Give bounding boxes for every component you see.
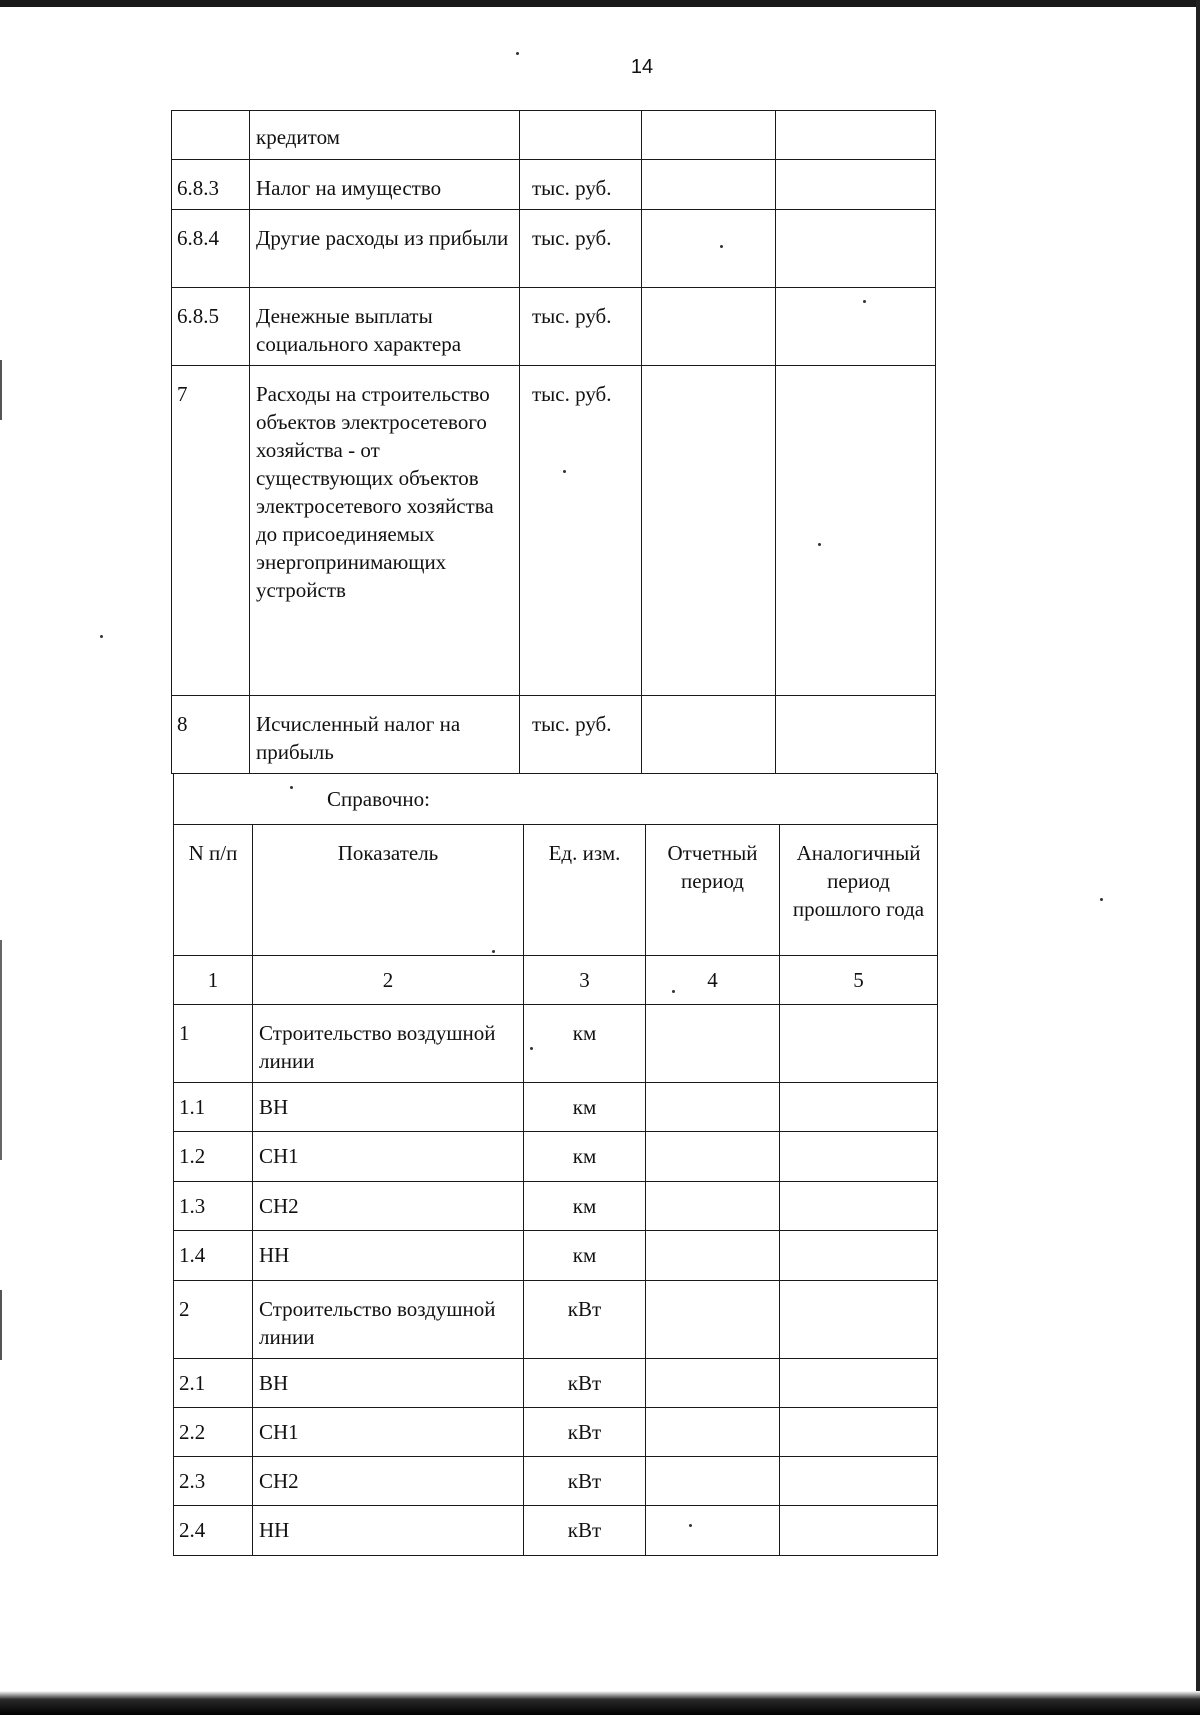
row-number: 1.2	[174, 1132, 253, 1182]
scan-speck	[689, 1524, 692, 1527]
column-number: 2	[253, 956, 524, 1005]
table-row	[172, 160, 936, 210]
table-row	[174, 1132, 938, 1182]
row-unit: км	[524, 1005, 646, 1083]
table-row	[174, 1506, 938, 1556]
row-unit: кВт	[524, 1457, 646, 1506]
scan-edge-left	[0, 360, 2, 420]
row-previous-value	[780, 1182, 938, 1231]
scan-speck	[100, 635, 103, 638]
row-unit: км	[524, 1083, 646, 1132]
table-row	[172, 111, 936, 160]
row-current-value	[642, 366, 776, 696]
row-indicator: НН	[253, 1506, 524, 1556]
table-row	[174, 1005, 938, 1083]
row-unit	[520, 111, 642, 160]
header-num: N п/п	[174, 825, 253, 956]
page-number-text: 14	[630, 56, 654, 78]
row-number: 2.1	[174, 1359, 253, 1408]
header-previous-period: Аналогичный период прошлого года	[780, 825, 938, 956]
row-indicator: Исчисленный налог на прибыль	[250, 696, 520, 774]
row-number	[172, 111, 250, 160]
row-current-value	[646, 1231, 780, 1281]
row-unit: тыс. руб.	[520, 366, 642, 696]
row-previous-value	[780, 1359, 938, 1408]
row-number: 1	[174, 1005, 253, 1083]
row-indicator: Расходы на строительство объектов электросетевого хозяйства - от существующих объектов электросетевого хозяйства до присоединяемых энергопринимающих устройств	[250, 366, 520, 696]
row-current-value	[642, 160, 776, 210]
row-number: 8	[172, 696, 250, 774]
row-current-value	[642, 288, 776, 366]
row-indicator: СН1	[253, 1408, 524, 1457]
row-current-value	[646, 1506, 780, 1556]
row-number: 2.3	[174, 1457, 253, 1506]
column-number-row	[174, 956, 938, 1005]
table-row	[172, 696, 936, 774]
row-unit: тыс. руб.	[520, 160, 642, 210]
column-number: 4	[646, 956, 780, 1005]
scan-speck	[290, 786, 293, 789]
row-current-value	[646, 1408, 780, 1457]
column-number: 1	[174, 956, 253, 1005]
scan-speck	[863, 300, 866, 303]
row-previous-value	[776, 288, 936, 366]
table-row	[174, 1408, 938, 1457]
row-previous-value	[776, 696, 936, 774]
scan-speck	[720, 245, 723, 248]
scan-edge-left	[0, 1290, 2, 1360]
row-current-value	[646, 1083, 780, 1132]
row-indicator: ВН	[253, 1083, 524, 1132]
scan-edge-left	[0, 940, 2, 1160]
table-row	[174, 1182, 938, 1231]
table-row	[174, 1457, 938, 1506]
row-unit: тыс. руб.	[520, 288, 642, 366]
scan-edge-top	[0, 0, 1200, 7]
row-current-value	[642, 111, 776, 160]
row-unit: кВт	[524, 1408, 646, 1457]
reference-label-row	[174, 774, 938, 825]
row-indicator: Другие расходы из прибыли	[250, 210, 520, 288]
scan-speck	[530, 1047, 533, 1050]
header-row	[174, 825, 938, 956]
row-unit: кВт	[524, 1281, 646, 1359]
table-row	[172, 366, 936, 696]
row-previous-value	[776, 111, 936, 160]
scan-speck	[672, 990, 675, 993]
scan-speck	[818, 543, 821, 546]
row-previous-value	[780, 1506, 938, 1556]
table-row	[172, 288, 936, 366]
row-number: 2.2	[174, 1408, 253, 1457]
row-indicator: Налог на имущество	[250, 160, 520, 210]
row-indicator: Денежные выплаты социального характера	[250, 288, 520, 366]
row-current-value	[642, 210, 776, 288]
row-current-value	[646, 1005, 780, 1083]
scan-speck	[516, 52, 519, 55]
column-number: 3	[524, 956, 646, 1005]
indicator-table-continued	[171, 110, 936, 774]
row-previous-value	[776, 210, 936, 288]
row-number: 6.8.3	[172, 160, 250, 210]
row-previous-value	[776, 160, 936, 210]
row-current-value	[646, 1359, 780, 1408]
row-unit: км	[524, 1231, 646, 1281]
row-number: 7	[172, 366, 250, 696]
header-indicator: Показатель	[253, 825, 524, 956]
row-indicator: СН2	[253, 1182, 524, 1231]
scan-speck	[1100, 898, 1103, 901]
row-indicator: кредитом	[250, 111, 520, 160]
row-indicator: ВН	[253, 1359, 524, 1408]
page-number	[0, 56, 1200, 79]
column-number: 5	[780, 956, 938, 1005]
scan-speck	[563, 470, 566, 473]
row-current-value	[646, 1457, 780, 1506]
row-current-value	[646, 1281, 780, 1359]
header-current-period: Отчетный период	[646, 825, 780, 956]
header-unit: Ед. изм.	[524, 825, 646, 956]
row-indicator: Строительство воздушной линии	[253, 1281, 524, 1359]
scan-edge-right	[1196, 0, 1200, 1715]
row-unit: кВт	[524, 1506, 646, 1556]
reference-label: Справочно:	[174, 774, 938, 825]
row-previous-value	[780, 1281, 938, 1359]
row-number: 6.8.5	[172, 288, 250, 366]
row-indicator: СН1	[253, 1132, 524, 1182]
table-row	[172, 210, 936, 288]
table-row	[174, 1281, 938, 1359]
row-current-value	[646, 1132, 780, 1182]
row-unit: км	[524, 1132, 646, 1182]
row-current-value	[642, 696, 776, 774]
row-previous-value	[780, 1083, 938, 1132]
row-previous-value	[780, 1408, 938, 1457]
table-row	[174, 1231, 938, 1281]
row-previous-value	[776, 366, 936, 696]
row-current-value	[646, 1182, 780, 1231]
scan-edge-bottom	[0, 1691, 1200, 1715]
row-previous-value	[780, 1005, 938, 1083]
table-row	[174, 1359, 938, 1408]
row-number: 2.4	[174, 1506, 253, 1556]
row-unit: тыс. руб.	[520, 696, 642, 774]
row-unit: тыс. руб.	[520, 210, 642, 288]
row-indicator: НН	[253, 1231, 524, 1281]
row-number: 1.3	[174, 1182, 253, 1231]
row-number: 1.4	[174, 1231, 253, 1281]
row-unit: кВт	[524, 1359, 646, 1408]
row-number: 2	[174, 1281, 253, 1359]
row-previous-value	[780, 1231, 938, 1281]
scan-speck	[492, 950, 495, 953]
row-indicator: СН2	[253, 1457, 524, 1506]
row-number: 6.8.4	[172, 210, 250, 288]
row-indicator: Строительство воздушной линии	[253, 1005, 524, 1083]
row-unit: км	[524, 1182, 646, 1231]
row-previous-value	[780, 1132, 938, 1182]
reference-table	[173, 773, 938, 1556]
table-row	[174, 1083, 938, 1132]
row-number: 1.1	[174, 1083, 253, 1132]
row-previous-value	[780, 1457, 938, 1506]
